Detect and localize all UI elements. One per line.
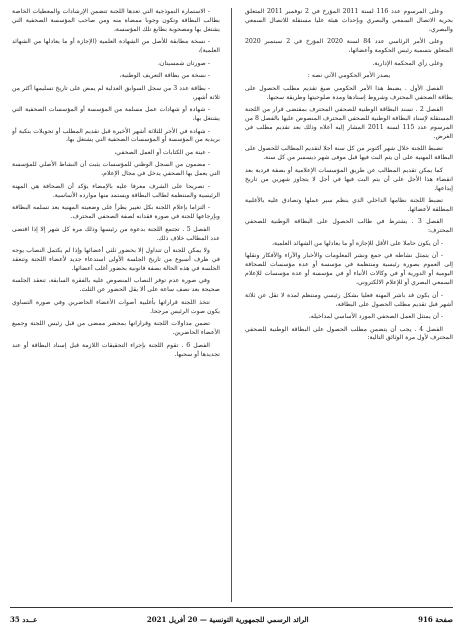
paragraph: - شهادة في الأجر للثلاثة أشهر الأخيرة قبل تقديم المطلب أو تحويلات بنكية أو بريدية من المؤسسة أو المؤسسات الصحفية التي يشتغل بها، bbox=[12, 127, 220, 144]
paragraph: - نسخة مطابقة للأصل من الشهادة العلمية (الإجازة أو ما يعادلها من الشهائد العلمية)، bbox=[12, 38, 220, 55]
paragraph: - عينة من الكتابات أو العمل الصحفي، bbox=[114, 148, 210, 156]
right-column bbox=[245, 8, 453, 602]
paragraph: - التزاما بإعلام اللجنة بكل تغيير يطرأ على وضعيته المهنية بعد تسلمه البطاقة وبإرجاعها للجنة في صورة فقدانه لصفة الصحفي المحترف. bbox=[12, 204, 220, 221]
paragraph: كما يمكن تقديم المطالب عن طريق المؤسسات الإعلامية أو بصفة فردية بعد انقضاء هذا الأجل على أن يتم البت فيها في أجل لا يتجاوز شهرين من تاريخ إيداعها. bbox=[245, 166, 453, 192]
paragraph: - أن يتمثل نشاطه في جمع ونشر المعلومات والأخبار والآراء والأفكار ونقلها إلى العموم بصورة رئيسية ومنتظمة في مؤسسة أو عدة مؤسسات للصحافة اليومية أو الدورية أو في وكالات الأنباء أو في مؤسسة أو عدة مؤسسات للإعلام السمعي البصري أو للإعلام الالكتروني، bbox=[245, 252, 453, 287]
column-divider bbox=[231, 8, 232, 602]
page-number: صفحة 916 bbox=[418, 614, 453, 624]
paragraph: - صورتان شمسيتان، bbox=[157, 59, 210, 67]
paragraph: - أن يكون قد باشر المهنة فعليا بشكل رئيسي ومنتظم لمدة لا تقل عن ثلاثة أشهر قبل تقديم مطلب الحصول على البطاقة، bbox=[245, 291, 453, 308]
paragraph: الفصل 6 . تقوم اللجنة بإجراء التحقيقات اللازمة قبل إسناد البطاقة أو عند تجديدها أو سحبها. bbox=[12, 341, 220, 358]
paragraph: - أن يمتثل العمل الصحفي المورد الأساسي لمداخيله. bbox=[308, 313, 443, 320]
paragraph: الفصل الأول . يضبط هذا الأمر الحكومي صيغ تقديم مطلب الحصول على بطاقة الصحفي المحترف وشروط إسنادها ومدة صلوحيتها وطريقة سحبها. bbox=[245, 84, 453, 101]
paragraph: - تصريحا على الشرف معرفا عليه بالإمضاء يؤكد أن الصحافة هي المهنة الرئيسية والمنتظمة لطالب البطاقة ويستمد منها موارده الأساسية. bbox=[12, 182, 220, 199]
paragraph: - بطاقة عدد 3 من سجل السوابق العدلية لم يمض على تاريخ تسليمها أكثر من ثلاثة أشهر، bbox=[12, 84, 220, 101]
page-footer bbox=[10, 612, 453, 626]
paragraph: - شهادة أو شهادات عمل مسلمة من المؤسسة أو المؤسسات الصحفية التي يشتغل بها، bbox=[12, 106, 220, 123]
paragraph: تضبط اللجنة نظامها الداخلي الذي ينظم سير عملها وتصادق عليه بالأغلبية المطلقة لأعضائها. bbox=[245, 197, 453, 213]
paragraph: وعلى المرسوم عدد 116 لسنة 2011 المؤرخ في 2 نوفمبر 2011 المتعلق بحرية الاتصال السمعي والبصري وبإحداث هيئة عليا مستقلة للاتصال السمعي والبصري، bbox=[245, 8, 453, 33]
paragraph: وعلى الأمر الرئاسي عدد 84 لسنة 2020 المؤرخ في 2 سبتمبر 2020 المتعلق بتسمية رئيس الحكومة وأعضائها، bbox=[245, 38, 453, 55]
paragraph: الفصل 2 . تسند البطاقة الوطنية للصحفي المحترف بمقتضى قرار من اللجنة المستقلة لإسناد البطاقة الوطنية للصحفي المحترف المنصوص عليها بالفصل 8 من المرسوم عدد 115 لسنة 2011 المشار إليه أعلاه وذلك بعد تقديم مطلب في الغرض. bbox=[245, 106, 453, 140]
paragraph: تتخذ اللجنة قراراتها بأغلبية أصوات الأعضاء الحاضرين وفي صورة التساوي يكون صوت الرئيس مرجحا. bbox=[12, 298, 220, 315]
paragraph: - نسخة من بطاقة التعريف الوطنية، bbox=[119, 72, 210, 80]
paragraph: ولا يمكن للجنة أن تتداول إلا بحضور ثلثي أعضائها وإذا لم يكتمل النصاب يوجه في ظرف أسبوع من تاريخ الجلسة الأولى استدعاء جديد لأعضاء اللجنة وتنعقد الجلسة في هذه الحالة بصفة قانونية بحضور أغلب أعضائها. bbox=[12, 247, 220, 272]
paragraph: - الاستمارة النموذجية التي تعدها اللجنة تتضمن الإرشادات والمعطيات الخاصة بطالب البطاقة وتكون وجوبا ممضاة منه ومن صاحب المؤسسة الصحفية التي يشتغل بها ومصحوبة بطابع تلك المؤسسة، bbox=[12, 8, 220, 33]
paragraph: يصدر الأمر الحكومي الآتي نصه : bbox=[307, 72, 391, 80]
paragraph: - أن يكون حاملا على الأقل للإجازة أو ما يعادلها من الشهائد العلمية، bbox=[272, 239, 443, 247]
paragraph: الفصل 5 . تجتمع اللجنة بدعوة من رئيسها وذلك مرة كل شهر إلا إذا اقتضى عدد المطالب خلاف ذلك. bbox=[12, 225, 220, 242]
left-column bbox=[12, 8, 220, 602]
paragraph: تضمن مداولات اللجنة وقراراتها بمحضر ممضى من قبل رئيس اللجنة وجميع الأعضاء الحاضرين. bbox=[12, 320, 220, 337]
paragraph: وفي صورة عدم توفر النصاب المنصوص عليه بالفقرة السابقة، تنعقد الجلسة صحيحة بعد نصف ساعة على ألا يقل الحضور عن الثلث. bbox=[12, 277, 220, 294]
gazette-title: الرائد الرسمي للجمهورية التونسية — 20 أفريل 2021 bbox=[146, 614, 309, 624]
paragraph: الفصل 3 . يشترط في طالب الحصول على البطاقة الوطنية للصحفي المحترف: bbox=[245, 218, 453, 235]
footer-rule bbox=[10, 607, 453, 608]
issue-number: عــدد 35 bbox=[10, 614, 38, 624]
paragraph: تضبط اللجنة خلال شهر أكتوبر من كل سنة أجلا لتقديم المطالب للحصول على البطاقة المهنية على أن يتم البت فيها قبل موفى شهر ديسمبر من كل سنة. bbox=[245, 145, 453, 162]
paragraph: وعلى رأي المحكمة الإدارية. bbox=[372, 59, 443, 67]
paragraph: - مضمون من السجل الوطني للمؤسسات يثبت أن النشاط الأصلي للمؤسسة التي يعمل بها الصحفي يدخل في مجال الإعلام، bbox=[12, 161, 220, 178]
paragraph: الفصل 4 . يجب أن يتضمن مطلب الحصول على البطاقة الوطنية للصحفي المحترف لأول مرة الوثائق التالية: bbox=[245, 325, 453, 342]
